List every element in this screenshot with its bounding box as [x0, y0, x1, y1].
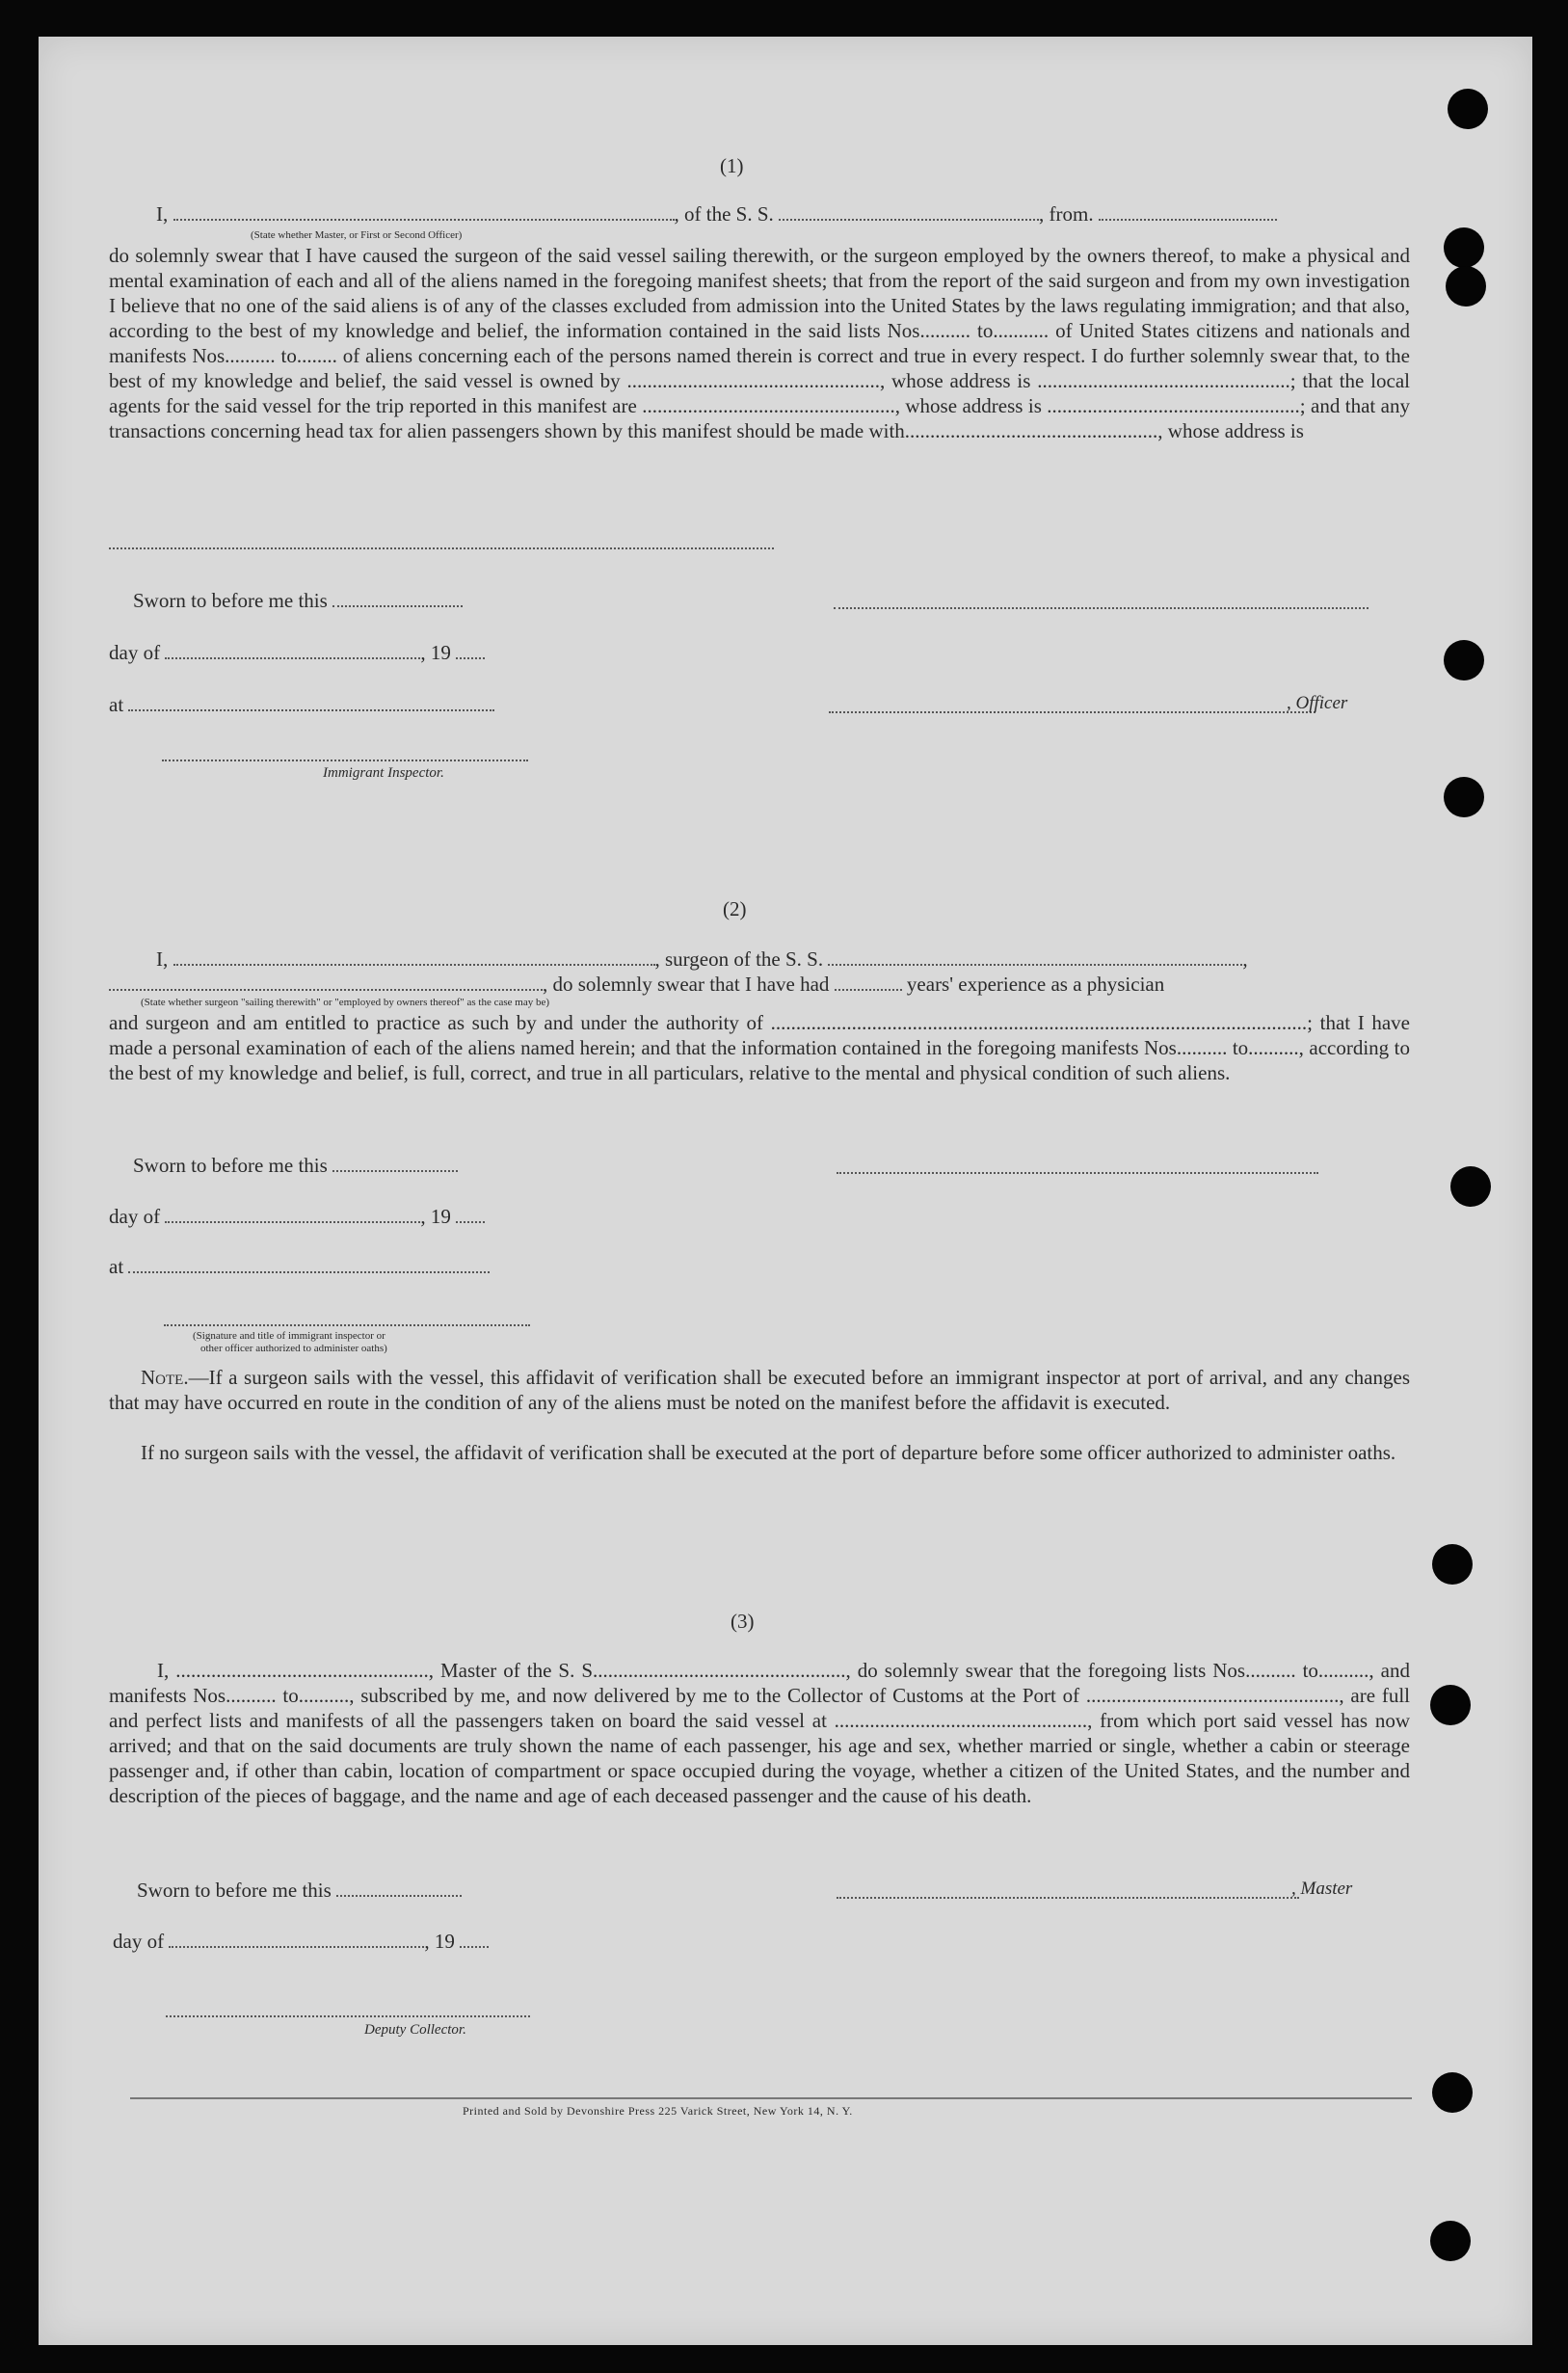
officer-signature-line[interactable]: [829, 711, 1316, 713]
section-3-year-field[interactable]: [460, 1929, 489, 1948]
section-3-day-field[interactable]: [169, 1929, 424, 1948]
note-text-1: —If a surgeon sails with the vessel, this affidavit of verification shall be executed before an immigrant inspector at port of arrival, and any changes that may have occurred en route in the condition of any of the aliens must be noted on the manifest before the affidavit is executed.: [109, 1366, 1410, 1414]
binder-hole: [1432, 2072, 1473, 2113]
years-experience-field[interactable]: [835, 972, 902, 991]
section-1-i: I,: [156, 202, 169, 226]
no-surgeon-note: If no surgeon sails with the vessel, the affidavit of verification shall be executed at the port of departure before some officer authorized to administer oaths.: [141, 1441, 1396, 1464]
section-1-officer-line: [156, 201, 1277, 227]
binder-hole: [1450, 1166, 1491, 1207]
section-3-sworn-line: [137, 1878, 462, 1903]
section-1-year-label: , 19: [420, 641, 451, 664]
surgeon-type-note: (State whether surgeon "sailing therewith" or "employed by owners thereof" as the case may be): [141, 997, 550, 1008]
section-2-signature-note-1: (Signature and title of immigrant inspector or: [193, 1330, 385, 1342]
surgeon-signature-line[interactable]: [837, 1172, 1318, 1174]
inspector-signature-line[interactable]: [162, 760, 528, 761]
surgeon-name-field[interactable]: [173, 947, 655, 966]
section-2-sworn-date-field[interactable]: [332, 1153, 458, 1172]
section-2-place-field[interactable]: [128, 1254, 490, 1273]
collector-title: Deputy Collector.: [364, 2022, 466, 2038]
section-2-day-field[interactable]: [165, 1204, 420, 1223]
master-title: , Master: [1291, 1879, 1353, 1899]
section-2-vessel-field[interactable]: [828, 947, 1242, 966]
section-3-sworn-label: Sworn to before me this: [137, 1879, 332, 1902]
section-1-place-field[interactable]: [128, 692, 494, 711]
section-2-year-field[interactable]: [456, 1204, 485, 1223]
officer-name-field[interactable]: [173, 201, 675, 221]
section-2-signature-note-2: other officer authorized to administer oaths): [200, 1343, 387, 1354]
officer-rank-note: (State whether Master, or First or Second Officer): [251, 229, 463, 241]
collector-signature-line[interactable]: [166, 2015, 530, 2017]
section-3-number: (3): [731, 1610, 755, 1633]
binder-hole: [1444, 227, 1484, 268]
section-2-surgeon-line: I, , surgeon of the S. S. ,: [156, 947, 1248, 971]
section-2-surgeon-label: , surgeon of the S. S.: [654, 947, 824, 971]
section-1-sworn-date-field[interactable]: [332, 588, 463, 607]
binder-hole: [1430, 2221, 1471, 2261]
section-2-day-label: day of: [109, 1205, 161, 1228]
section-2-experience-line: [109, 972, 1164, 997]
section-2-sworn-label: Sworn to before me this: [133, 1154, 328, 1177]
surgeon-type-field[interactable]: [109, 972, 543, 991]
binder-hole: [1448, 89, 1488, 129]
section-2-at-line: [109, 1254, 490, 1279]
binder-hole: [1446, 266, 1486, 307]
printer-imprint: Printed and Sold by Devonshire Press 225 Varick Street, New York 14, N. Y.: [463, 2104, 853, 2118]
binder-hole: [1432, 1544, 1473, 1585]
section-1-from: , from.: [1039, 202, 1094, 226]
binder-hole: [1444, 777, 1484, 817]
officer-title: , Officer: [1287, 693, 1348, 713]
section-1-sworn-label: Sworn to before me this: [133, 589, 328, 612]
section-2-swear-label: , do solemnly swear that I have had: [543, 973, 830, 996]
section-3-day-label: day of: [113, 1930, 165, 1953]
section-2-inspector-signature-line[interactable]: [164, 1324, 530, 1326]
section-2-number: (2): [723, 897, 747, 920]
section-3-year-label: , 19: [424, 1930, 455, 1953]
master-signature-line[interactable]: [837, 1897, 1299, 1899]
departure-port-field[interactable]: [1099, 201, 1277, 221]
binder-hole: [1430, 1685, 1471, 1725]
section-2-at-label: at: [109, 1255, 124, 1278]
section-1-signature-line[interactable]: [834, 607, 1369, 609]
section-1-of-ss: , of the S. S.: [674, 202, 774, 226]
section-3-day-line: [113, 1929, 489, 1954]
inspector-title: Immigrant Inspector.: [323, 765, 444, 781]
section-2-sworn-line: [133, 1153, 458, 1178]
section-1-sworn-line: [133, 588, 463, 613]
affidavit-page: [39, 37, 1532, 2345]
section-1-number: (1): [720, 154, 744, 177]
section-1-at-label: at: [109, 693, 124, 716]
section-1-day-field[interactable]: [165, 640, 420, 659]
section-2-years-label: years' experience as a physician: [906, 973, 1165, 996]
section-2-oath-text: and surgeon and am entitled to practice as such by and under the authority of ..........................................................................................................; that I have made a personal examination of each of the aliens named herein; and that the information contained in the foregoing manifests Nos.......... to.........., according to the best of my knowledge and belief, is full, correct, and true in all particulars, relative to the mental and physical condition of such aliens.: [109, 1011, 1410, 1084]
section-1-year-field[interactable]: [456, 640, 485, 659]
binder-hole: [1444, 640, 1484, 680]
section-1-at-line: [109, 692, 494, 717]
section-3-sworn-date-field[interactable]: [336, 1878, 462, 1897]
section-3-oath-text: I, .................................................., Master of the S. S.................................................., do solemnly swear that the foregoing lists Nos.......... to.........., and manifests Nos.......... to.........., subscribed by me, and now delivered by me to the Collector of Customs at the Port of .................................................., are full and perfect lists and manifests of all the passengers taken on board the said vessel at .................................................., from which port said vessel has now arrived; and that on the said documents are truly shown the name of each passenger, his age and sex, whether married or single, whether a cabin or steerage passenger and, if other than cabin, location of compartment or space occupied during the voyage, whether a citizen of the United States, and the number and description of the pieces of baggage, and the name and age of each deceased passenger and the cause of his death.: [109, 1659, 1410, 1807]
section-1-day-label: day of: [109, 641, 161, 664]
section-2-day-line: [109, 1204, 485, 1229]
section-1-oath-end-line: [109, 547, 774, 549]
section-1-oath-text: do solemnly swear that I have caused the surgeon of the said vessel sailing therewith, or the surgeon employed by the owners thereof, to make a physical and mental examination of each and all of the aliens named in the foregoing manifest sheets; that from the report of the said surgeon and from my own investigation I believe that no one of the said aliens is of any of the classes excluded from admission into the United States by the laws regulating immigration; and that also, according to the best of my knowledge and belief, the information contained in the said lists Nos.......... to........... of United States citizens and nationals and manifests Nos.......... to........ of aliens concerning each of the persons named therein is correct and true in every respect. I do further solemnly swear that, to the best of my knowledge and belief, the said vessel is owned by .................................................., whose address is ..................................................; that the local agents for the said vessel for the trip reported in this manifest are .................................................., whose address is ..................................................; and that any transactions concerning head tax for alien passengers shown by this manifest should be made with.................................................., whose address is: [109, 244, 1410, 442]
section-2-i: I,: [156, 947, 169, 971]
section-1-day-line: [109, 640, 485, 665]
footer-rule: [130, 2097, 1412, 2099]
vessel-name-field[interactable]: [779, 201, 1039, 221]
surgeon-note: [109, 1365, 1410, 1415]
section-2-year-label: , 19: [420, 1205, 451, 1228]
note-label: Note.: [141, 1366, 189, 1389]
